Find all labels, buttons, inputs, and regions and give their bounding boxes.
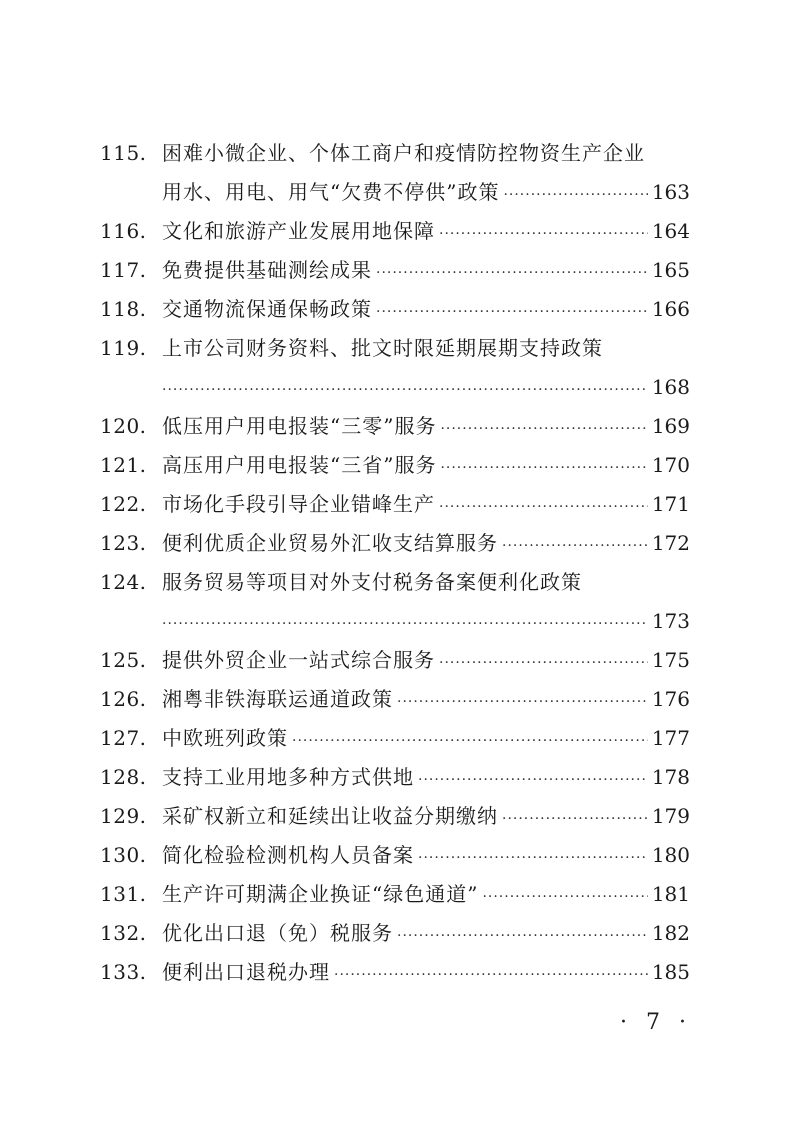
- leader-dots: [418, 839, 648, 878]
- leader-dots: [482, 878, 647, 917]
- entry-page: 165: [651, 258, 690, 282]
- entry-page: 177: [651, 726, 690, 750]
- entry-number: 133.: [100, 960, 147, 984]
- entry-number: 117.: [100, 258, 147, 282]
- entry-number: 131.: [100, 882, 147, 906]
- entry-page: 182: [651, 921, 690, 945]
- entry-page: 173: [651, 609, 690, 633]
- entry-page: 178: [651, 765, 690, 789]
- entry-number: 132.: [100, 921, 147, 945]
- entry-page: 180: [651, 843, 690, 867]
- entry-title: 中欧班列政策: [162, 726, 288, 750]
- toc-entry-115: [100, 134, 690, 173]
- entry-title-continued: 用水、用电、用气“欠费不停供”政策: [162, 180, 500, 204]
- toc-entry-119-continued: [100, 368, 690, 407]
- leader-dots: [503, 176, 647, 215]
- footer-page-number: · 7 ·: [620, 1010, 692, 1035]
- leader-dots: [397, 917, 648, 956]
- toc-entry-119: [100, 329, 690, 368]
- entry-title: 采矿权新立和延续出让收益分期缴纳: [162, 804, 498, 828]
- entry-page: 171: [651, 492, 690, 516]
- toc-entry-120: [100, 407, 690, 446]
- entry-number: 127.: [100, 726, 147, 750]
- entry-number: 130.: [100, 843, 147, 867]
- entry-number: 126.: [100, 687, 147, 711]
- entry-title: 便利优质企业贸易外汇收支结算服务: [162, 531, 498, 555]
- toc-entry-126: [100, 680, 690, 719]
- entry-title: 提供外贸企业一站式综合服务: [162, 648, 435, 672]
- entry-title: 文化和旅游产业发展用地保障: [162, 219, 435, 243]
- entry-page: 172: [651, 531, 690, 555]
- entry-number: 116.: [100, 219, 147, 243]
- entry-number: 123.: [100, 531, 147, 555]
- toc-entry-124: [100, 563, 690, 602]
- entry-number: 129.: [100, 804, 147, 828]
- leader-dots: [440, 449, 647, 488]
- toc-entry-131: [100, 875, 690, 914]
- entry-page: 168: [651, 375, 690, 399]
- toc-entry-123: [100, 524, 690, 563]
- entry-number: 121.: [100, 453, 147, 477]
- entry-page: 179: [651, 804, 690, 828]
- toc-entry-129: [100, 797, 690, 836]
- table-of-contents: [100, 134, 690, 992]
- toc-entry-118: [100, 290, 690, 329]
- entry-title: 优化出口退（免）税服务: [162, 921, 393, 945]
- entry-page: 166: [651, 297, 690, 321]
- leader-dots: [440, 410, 647, 449]
- entry-page: 170: [651, 453, 690, 477]
- toc-entry-125: [100, 641, 690, 680]
- toc-entry-128: [100, 758, 690, 797]
- toc-entry-127: [100, 719, 690, 758]
- entry-title: 生产许可期满企业换证“绿色通道”: [162, 882, 479, 906]
- leader-dots: [292, 722, 648, 761]
- toc-entry-133: [100, 953, 690, 992]
- toc-entry-115-continued: [100, 173, 690, 212]
- leader-dots: [439, 488, 648, 527]
- entry-page: 163: [651, 180, 690, 204]
- toc-entry-121: [100, 446, 690, 485]
- toc-entry-116: [100, 212, 690, 251]
- entry-page: 181: [651, 882, 690, 906]
- entry-number: 124.: [100, 570, 147, 594]
- entry-title: 交通物流保通保畅政策: [162, 297, 372, 321]
- entry-title: 便利出口退税办理: [162, 960, 330, 984]
- toc-entry-117: [100, 251, 690, 290]
- leader-dots: [376, 293, 648, 332]
- leader-dots: [376, 254, 648, 293]
- entry-title: 支持工业用地多种方式供地: [162, 765, 414, 789]
- leader-dots: [439, 215, 648, 254]
- entry-number: 118.: [100, 297, 147, 321]
- leader-dots: [162, 371, 648, 410]
- leader-dots: [334, 956, 648, 995]
- entry-title: 高压用户用电报装“三省”服务: [162, 453, 437, 477]
- entry-number: 128.: [100, 765, 147, 789]
- entry-page: 164: [651, 219, 690, 243]
- entry-page: 169: [651, 414, 690, 438]
- entry-title: 市场化手段引导企业错峰生产: [162, 492, 435, 516]
- entry-number: 125.: [100, 648, 147, 672]
- entry-number: 119.: [100, 336, 147, 360]
- entry-title: 困难小微企业、个体工商户和疫情防控物资生产企业: [162, 141, 645, 165]
- entry-page: 176: [651, 687, 690, 711]
- entry-title: 简化检验检测机构人员备案: [162, 843, 414, 867]
- entry-title: 服务贸易等项目对外支付税务备案便利化政策: [162, 570, 582, 594]
- leader-dots: [502, 800, 648, 839]
- entry-number: 115.: [100, 141, 147, 165]
- toc-entry-130: [100, 836, 690, 875]
- entry-title: 湘粤非铁海联运通道政策: [162, 687, 393, 711]
- leader-dots: [418, 761, 648, 800]
- entry-title: 免费提供基础测绘成果: [162, 258, 372, 282]
- toc-entry-122: [100, 485, 690, 524]
- toc-entry-132: [100, 914, 690, 953]
- leader-dots: [397, 683, 648, 722]
- entry-page: 185: [651, 960, 690, 984]
- entry-title: 上市公司财务资料、批文时限延期展期支持政策: [162, 336, 603, 360]
- entry-page: 175: [651, 648, 690, 672]
- toc-entry-124-continued: [100, 602, 690, 641]
- leader-dots: [162, 605, 648, 644]
- entry-number: 122.: [100, 492, 147, 516]
- entry-title: 低压用户用电报装“三零”服务: [162, 414, 437, 438]
- entry-number: 120.: [100, 414, 147, 438]
- leader-dots: [439, 644, 648, 683]
- leader-dots: [502, 527, 648, 566]
